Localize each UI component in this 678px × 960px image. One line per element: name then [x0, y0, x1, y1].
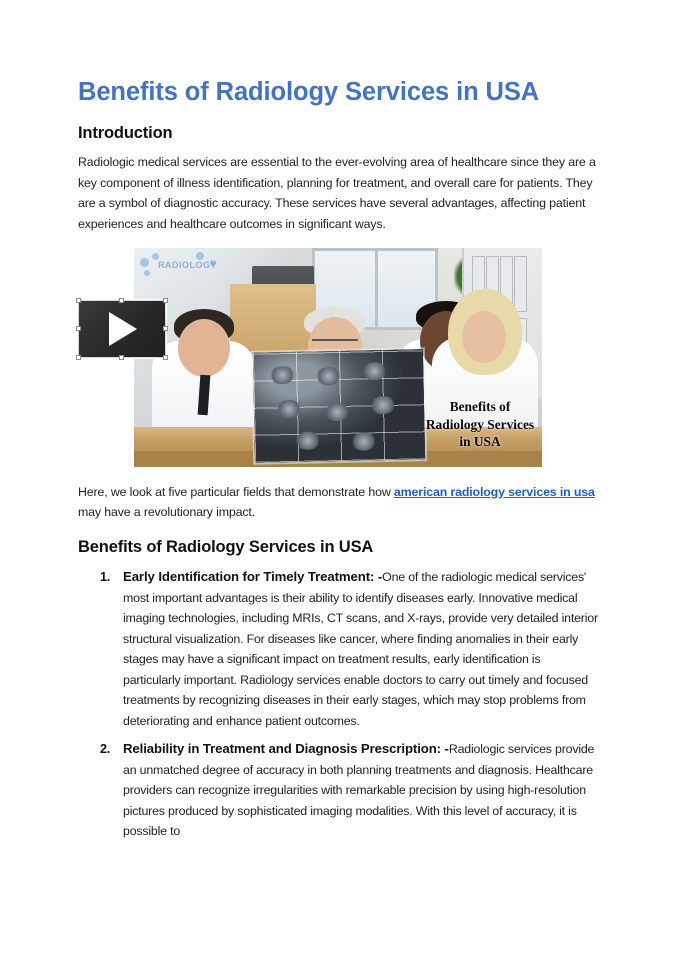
- list-item-body: Radiologic services provide an unmatched degree of accuracy in both planning treatments and diagnosis. Healthcare providers can recognize irregularities with remarkable precision by using high-resolution pictures produced by sophisticated imaging modalities. With this level of accuracy, it is possible to: [123, 742, 595, 839]
- glasses-icon: [312, 339, 358, 350]
- heading-introduction: Introduction: [78, 123, 173, 142]
- list-item-lead: Reliability in Treatment and Diagnosis Prescription: -: [123, 741, 449, 757]
- head-shape: [462, 311, 506, 363]
- figure-block: [78, 248, 600, 471]
- resize-handle[interactable]: [163, 326, 168, 331]
- resize-handle[interactable]: [119, 355, 124, 360]
- link-paragraph-before: Here, we look at five particular fields that demonstrate how: [78, 484, 394, 499]
- xray-blob: [315, 366, 341, 385]
- link-paragraph: [78, 482, 600, 523]
- list-item-body: One of the radiologic medical services' most important advantages is their ability to identify diseases early. Innovative medical imaging technologies, including MRIs, CT scans, and X-rays, provide very detailed interior structural visualization. For diseases like cancer, where finding anomalies in their early stages may have a significant impact on treatment results, early identification is particularly important. Radiology services enable doctors to carry out timely and focused treatments by recognizing diseases in their early stages, which may stop problems from deteriorating and enhance patient outcomes.: [123, 570, 598, 728]
- list-item: [78, 567, 600, 731]
- page-bottom-mask: [0, 884, 678, 960]
- image-overlay-caption: Benefits of Radiology Services in USA: [425, 399, 535, 450]
- play-icon: [109, 312, 137, 346]
- resize-handle[interactable]: [76, 326, 81, 331]
- article-image: [134, 248, 542, 467]
- list-item-number: 2.: [100, 742, 111, 757]
- xray-blob: [351, 432, 377, 451]
- resize-handle[interactable]: [76, 355, 81, 360]
- watermark-text: RADIOLOGY: [158, 259, 218, 270]
- xray-blob: [370, 395, 396, 414]
- photo-scene: [134, 248, 542, 467]
- xray-blob: [295, 431, 321, 450]
- list-item-number: 1.: [100, 570, 111, 585]
- resize-handle[interactable]: [76, 298, 81, 303]
- xray-blob: [276, 399, 302, 418]
- resize-handle[interactable]: [163, 355, 168, 360]
- xray-film-image: [253, 349, 425, 463]
- video-play-button[interactable]: [78, 300, 166, 358]
- benefits-list: [78, 567, 600, 842]
- xray-blob: [324, 402, 350, 421]
- head-shape: [178, 319, 230, 377]
- american-radiology-services-link[interactable]: american radiology services in usa: [393, 484, 595, 499]
- xray-blob: [269, 365, 295, 384]
- watermark-logo: [138, 250, 242, 280]
- resize-handle[interactable]: [119, 298, 124, 303]
- list-item-lead: Early Identification for Timely Treatment: -: [123, 569, 383, 585]
- xray-blob: [361, 362, 387, 381]
- document-content: [78, 78, 600, 850]
- page-title: Benefits of Radiology Services in USA: [78, 78, 540, 106]
- introduction-paragraph: Radiologic medical services are essential to the ever-evolving area of healthcare since they are a key component of illness identification, planning for treatment, and overall care for patients. They are a symbol of diagnostic accuracy. These services have several advantages, affecting patient experiences and healthcare outcomes in significant ways.: [78, 155, 596, 231]
- link-paragraph-after: may have a revolutionary impact.: [78, 505, 256, 520]
- heading-benefits: Benefits of Radiology Services in USA: [78, 537, 374, 556]
- resize-handle[interactable]: [163, 298, 168, 303]
- list-item: [78, 739, 600, 842]
